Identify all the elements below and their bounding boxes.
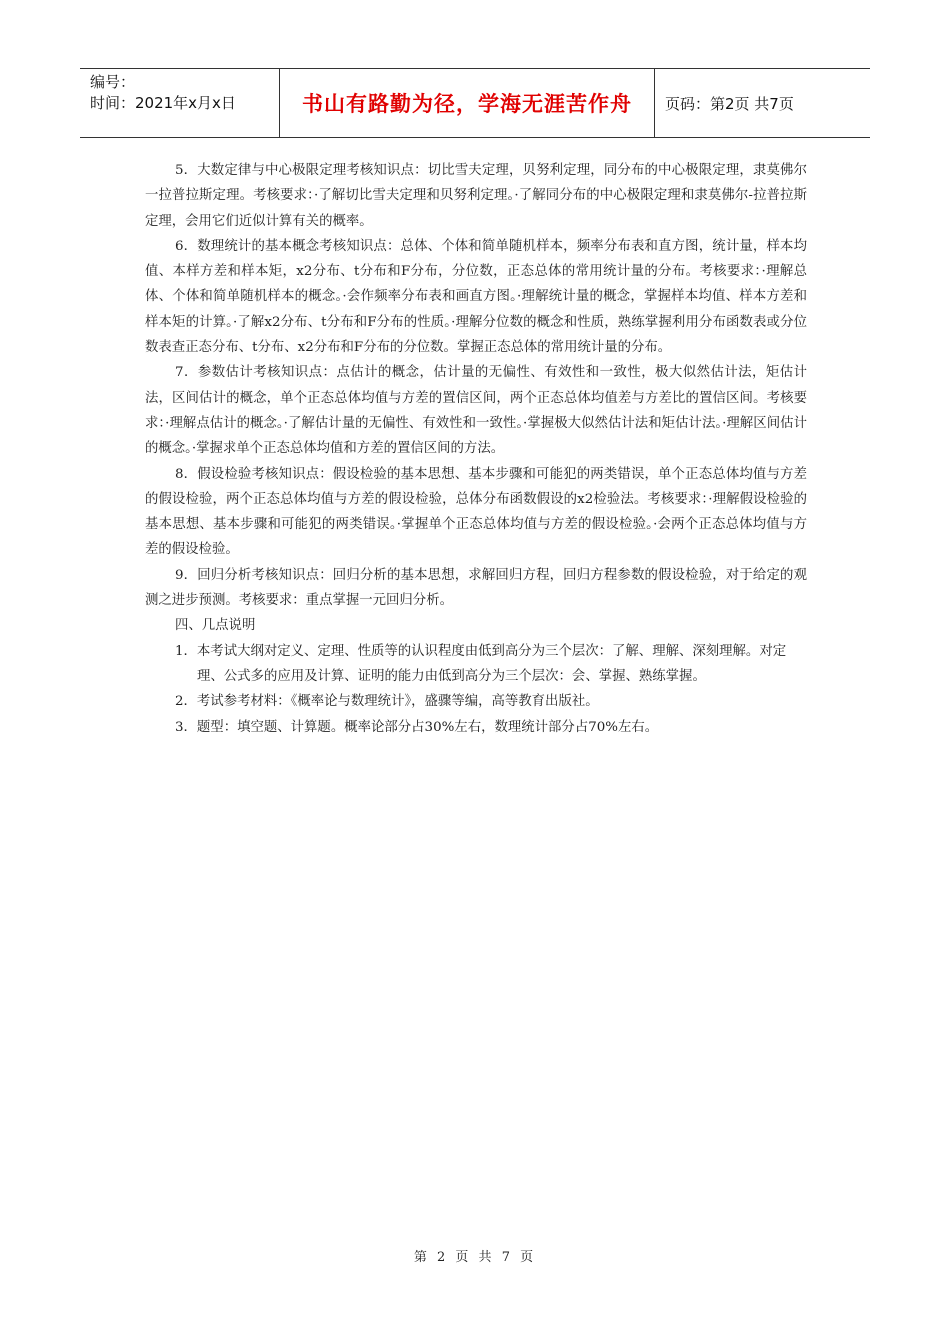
paragraph-5: 5．大数定律与中心极限定理考核知识点：切比雪夫定理，贝努利定理，同分布的中心极限定理，隶莫佛尔一拉普拉斯定理。考核要求：·了解切比雪夫定理和贝努利定理。·了解同分布的中心极限定理和隶莫佛尔-拉普拉斯定理，会用它们近似计算有关的概率。: [145, 163, 807, 229]
document-number-label: 编号：: [90, 73, 136, 91]
paragraph-7: 7．参数估计考核知识点：点估计的概念，估计量的无偏性、有效性和一致性，极大似然估计法，矩估计法，区间估计的概念，单个正态总体均值与方差的置信区间，两个正态总体均值差与方差比的置信区间。考核要求：·理解点估计的概念。·了解估计量的无偏性、有效性和一致性。·掌握极大似然估计法和矩估计法。·理解区间估计的概念。·掌握求单个正态总体均值和方差的置信区间的方法。: [145, 365, 807, 457]
paragraph-6: 6．数理统计的基本概念考核知识点：总体、个体和简单随机样本，频率分布表和直方图，统计量，样本均值、本样方差和样本矩，x2分布、t分布和F分布，分位数，正态总体的常用统计量的分布。考核要求：·理解总体、个体和简单随机样本的概念。·会作频率分布表和画直方图。·理解统计量的概念，掌握样本均值、样本方差和样本矩的计算。·了解x2分布、t分布和F分布的性质。·理解分位数的概念和性质，熟练掌握利用分布函数表或分位数表查正态分布、t分布、x2分布和F分布的分位数。掌握正态总体的常用统计量的分布。: [145, 238, 807, 356]
document-date: 时间：2021年x月x日: [90, 94, 236, 112]
header-page-info: 页码：第2页 共7页: [665, 94, 794, 113]
header-motto: 书山有路勤为径，学海无涯苦作舟: [280, 69, 655, 137]
document-body: [145, 158, 807, 740]
page-header: [80, 68, 870, 138]
header-meta: [80, 69, 280, 137]
note-3: 3．题型：填空题、计算题。概率论部分占30%左右，数理统计部分占70%左右。: [175, 719, 659, 735]
note-2: 2．考试参考材料：《概率论与数理统计》，盛骤等编，高等教育出版社。: [175, 694, 599, 710]
paragraph-8: 8．假设检验考核知识点：假设检验的基本思想、基本步骤和可能犯的两类错误，单个正态总体均值与方差的假设检验，两个正态总体均值与方差的假设检验，总体分布函数假设的x2检验法。考核要求：·理解假设检验的基本思想、基本步骤和可能犯的两类错误。·掌握单个正态总体均值与方差的假设检验。·会两个正态总体均值与方差的假设检验。: [145, 466, 807, 558]
note-1: 1．本考试大纲对定义、定理、性质等的认识程度由低到高分为三个层次：了解、理解、深刻理解。对定理、公式多的应用及计算、证明的能力由低到高分为三个层次：会、掌握、熟练掌握。: [175, 643, 787, 684]
page-footer: 第 2 页 共 7 页: [413, 1250, 537, 1265]
paragraph-9: 9．回归分析考核知识点：回归分析的基本思想，求解回归方程，回归方程参数的假设检验，对于给定的观测之进步预测。考核要求：重点掌握一元回归分析。: [145, 567, 807, 609]
section-heading: 四、几点说明: [175, 618, 256, 634]
